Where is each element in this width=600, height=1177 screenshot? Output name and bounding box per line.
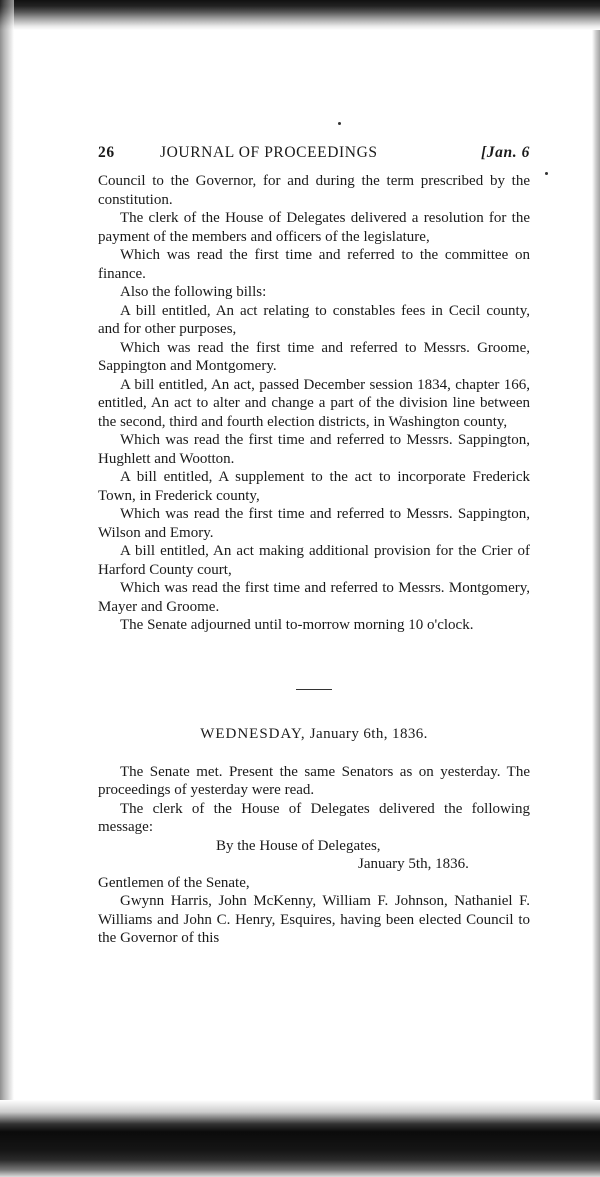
paragraph: A bill entitled, An act, passed December session 1834, chapter 166, entitled, An act to alter and change a part of the division line between the second, third and fourth election districts, in Washington county, [98, 376, 530, 430]
salutation: Gentlemen of the Senate, [98, 874, 250, 891]
paragraph: The Senate adjourned until to-morrow morning 10 o'clock. [120, 617, 474, 633]
day-heading [98, 726, 530, 743]
paragraph: The clerk of the House of Delegates delivered a resolution for the payment of the members and officers of the legislature, [98, 210, 530, 245]
scan-edge-left [0, 0, 14, 1177]
paragraph: Which was read the first time and referred to Messrs. Sappington, Wilson and Emory. [98, 506, 530, 541]
paragraph: A bill entitled, An act making additional provision for the Crier of Harford County court, [98, 543, 530, 578]
paragraph: Which was read the first time and referred to Messrs. Groome, Sappington and Montgomery. [98, 339, 530, 374]
paragraph: A bill entitled, An act relating to constables fees in Cecil county, and for other purposes, [98, 302, 530, 337]
paragraph: Council to the Governor, for and during the term prescribed by the constitution. [98, 173, 530, 208]
running-date: [Jan. 6 [481, 144, 530, 161]
message-date: January 5th, 1836. [358, 856, 469, 872]
ink-speck [545, 172, 548, 175]
scan-edge-right [592, 30, 600, 1110]
scan-edge-top [0, 0, 600, 30]
day-weekday: WEDNESDAY, [200, 725, 306, 742]
ink-speck [338, 122, 341, 125]
day-date: January 6th, 1836. [309, 725, 428, 742]
wednesday-text [98, 763, 530, 948]
running-header [98, 140, 530, 172]
proceedings-text [98, 172, 530, 635]
paragraph: Gwynn Harris, John McKenny, William F. Johnson, Nathaniel F. Williams and John C. Henry, Esquires, having been elected Council to the Governor of this [98, 893, 530, 946]
paragraph: Which was read the first time and referred to Messrs. Montgomery, Mayer and Groome. [98, 580, 530, 615]
paragraph: Which was read the first time and referred to the committee on finance. [98, 247, 530, 282]
paragraph: Also the following bills: [120, 284, 267, 300]
running-title: JOURNAL OF PROCEEDINGS [160, 144, 378, 161]
message-by-line: By the House of Delegates, [216, 837, 381, 854]
page-content [98, 140, 530, 948]
scan-edge-bottom [0, 1100, 600, 1177]
paragraph: The clerk of the House of Delegates delivered the following message: [98, 800, 530, 835]
page-number: 26 [98, 144, 115, 161]
paragraph: A bill entitled, A supplement to the act to incorporate Frederick Town, in Frederick county, [98, 469, 530, 504]
section-divider [296, 689, 332, 690]
paragraph: Which was read the first time and referred to Messrs. Sappington, Hughlett and Wootton. [98, 432, 530, 467]
paragraph: The Senate met. Present the same Senators as on yesterday. The proceedings of yesterday were read. [98, 763, 530, 798]
